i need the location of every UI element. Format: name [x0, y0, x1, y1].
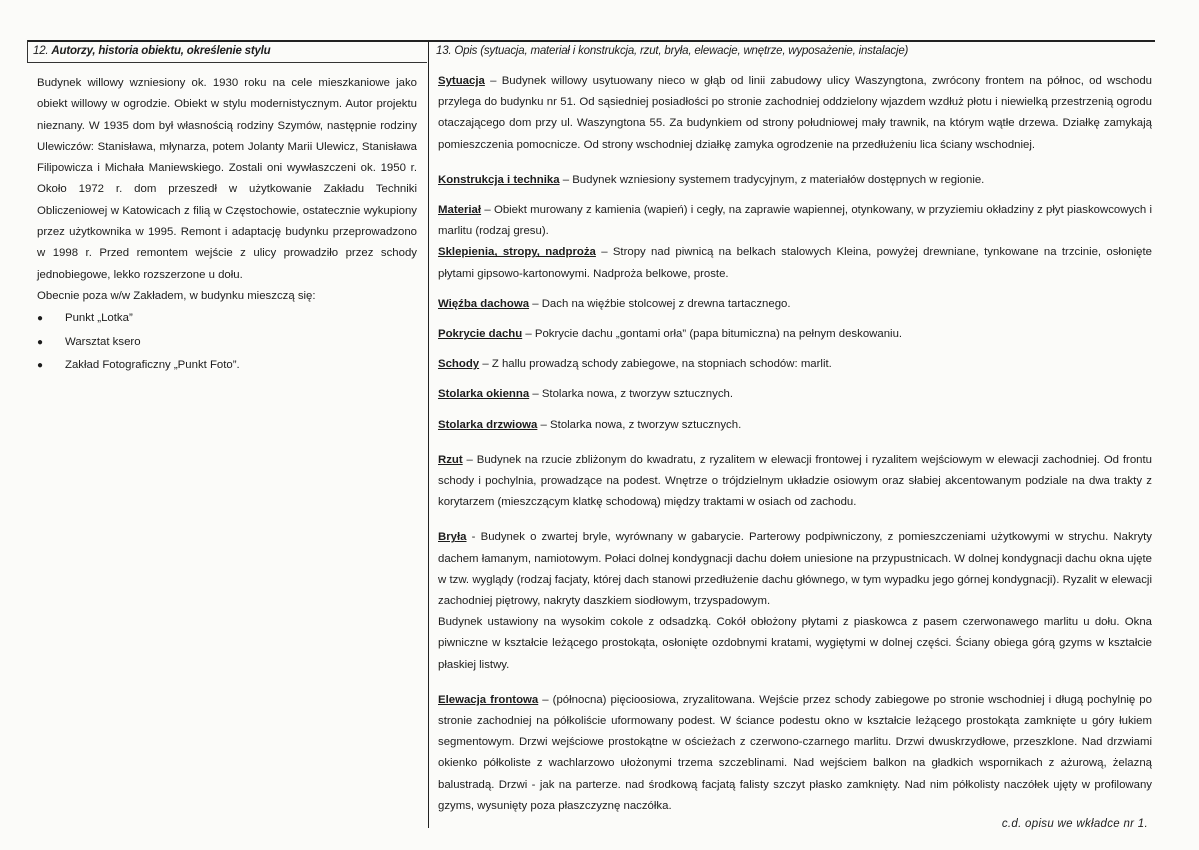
current-use-intro: Obecnie poza w/w Zakładem, w budynku mieszczą się:: [37, 289, 316, 302]
section-text: – Obiekt murowany z kamienia (wapień) i cegły, na zaprawie wapiennej, otynkowany, w przyziemiu okładziny z płyt piaskowcowych i marlitu (rodzaj gresu).: [438, 204, 1152, 238]
section-material: [438, 200, 1152, 242]
right-section-header: [436, 45, 908, 57]
section-construction: [438, 170, 1152, 191]
section-term: Sklepienia, stropy, nadproża: [438, 246, 596, 259]
section-stairs: [438, 354, 1152, 375]
section-floor-plan: [438, 450, 1152, 514]
bullet-icon: ●: [37, 360, 44, 372]
section-text: Budynek ustawiony na wysokim cokole z odsadzką. Cokół obłożony płytami z piaskowca z pasem czerwonawego marlitu u dołu. Okna piwniczne w kształcie leżącego prostokąta, osłonięte ozdobnymi kratami, wygiętymi w dolnej części. Ściany obiega górą gzyms w kształcie płaskiej listwy.: [438, 616, 1152, 671]
section-massing: [438, 527, 1152, 612]
tenant-name: Warsztat ksero: [65, 335, 141, 348]
list-item: [37, 307, 417, 331]
section-term: Sytuacja: [438, 75, 485, 87]
continuation-note: c.d. opisu we wkładce nr 1.: [1001, 818, 1148, 830]
top-rule: [27, 40, 1155, 42]
tenant-name: Zakład Fotograficzny „Punkt Foto”.: [65, 359, 240, 372]
list-item: [37, 354, 417, 378]
history-column: [37, 73, 417, 378]
section-door-joinery: [438, 415, 1152, 436]
section-text: - Budynek o zwartej bryle, wyrównany w gabarycie. Parterowy podpiwniczony, z pomieszczeniami użytkowymi w strychu. Nakryty dachem łamanym, namiotowym. Połaci dolnej kondygnacji dachu dołem uniesione na przypustnicach. W dolnej kondygnacji dachu okna ujęte w tzw. wyglądy (rodzaj facjaty, której dach stanowi przedłużenie dachu głównego, w tym wypadku jego górnej kondygnacji). Ryzalit w elewacji zachodniej piętrowy, nakryty daszkiem siodłowym, trzyspadowym.: [438, 531, 1152, 608]
section-roofing: [438, 324, 1152, 345]
section-term: Schody: [438, 358, 480, 371]
section-roof-truss: [438, 294, 1152, 315]
column-divider: [428, 40, 429, 828]
description-column: [438, 71, 1152, 817]
section-text: – Stolarka nowa, z tworzyw sztucznych.: [529, 388, 734, 401]
section-massing-continued: [438, 612, 1152, 676]
section-text: – Dach na więźbie stolcowej z drewna tartacznego.: [529, 297, 791, 310]
left-header-edge: [27, 40, 28, 62]
history-paragraph: Budynek willowy wzniesiony ok. 1930 roku na cele mieszkaniowe jako obiekt willowy w ogrodzie. Obiekt w stylu modernistycznym. Autor projektu nieznany. W 1935 dom był własnością rodziny Szymów, następnie rodziny Ulewiczów: Stanisława, młynarza, potem Jolanty Marii Ulewicz, Stanisława Filipowicza i Michała Maniewskiego. Zostali oni wywłaszczeni ok. 1950 r. Około 1972 r. dom przeszedł w użytkowanie Zakładu Techniki Obliczeniowej w Katowicach z filią w Częstochowie, ostatecznie wykupiony przez użytkownika w 1995. Remont i adaptację budynku przeprowadzono w 1998 r. Przed remontem wejście z ulicy prowadziło przez schody jednobiegowe, lekko rozszerzone u dołu.: [37, 77, 417, 281]
section-term: Konstrukcja i technika: [438, 173, 560, 186]
section-window-joinery: [438, 384, 1152, 405]
section-term: Rzut: [438, 453, 463, 466]
section-term: Więźba dachowa: [438, 297, 530, 310]
section-term: Materiał: [438, 204, 482, 217]
left-section-title: Autorzy, historia obiektu, określenie stylu: [51, 45, 271, 57]
section-text: – Stolarka nowa, z tworzyw sztucznych.: [537, 418, 742, 431]
left-section-number: 12.: [33, 45, 49, 57]
bullet-icon: ●: [37, 313, 44, 325]
section-text: – Pokrycie dachu „gontami orła” (papa bitumiczna) na pełnym deskowaniu.: [522, 328, 903, 341]
section-text: – Budynek na rzucie zbliżonym do kwadratu, z ryzalitem w elewacji frontowej i ryzalitem wejściowym w elewacji zachodniej. Od frontu schody i pochylnia, prowadzące na podest. Wnętrze o trójdzielnym układzie osiowym oraz słabiej akcentowanym podziale na dwa trakty z korytarzem (mieszczącym klatkę schodową) między traktami w osiach od zachodu.: [438, 453, 1152, 509]
section-text: – Z hallu prowadzą schody zabiegowe, na stopniach schodów: marlit.: [479, 358, 832, 371]
section-text: – (północna) pięcioosiowa, zryzalitowana. Wejście przez schody zabiegowe po stronie wschodniej i długą pochylnię po stronie zachodniej na półkoliście uformowany podest. W ściance podestu okno w kształcie leżącego prostokąta zamknięte u góry łukiem segmentowym. Drzwi wejściowe prostokątne w ościeżach z czerwono-czarnego marlitu. Drzwi dwuskrzydłowe, przeszklone. Nad drzwiami okienko półkoliste z wachlarzowo ułożonymi trzema szczeblinami. Nad wejściem balkon na gładkich wspornikach z ażurową, żelazną balustradą. Drzwi - jak na parterze. nad środkową facjatą falisty szczyt płasko zamknięty. Nad nim półkolisty naczółek ujęty w profilowany gzyms, wysunięty poza płaszczyznę naczółka.: [438, 693, 1152, 812]
right-section-title: Opis (sytuacja, materiał i konstrukcja, rzut, bryła, elewacje, wnętrze, wyposażenie, instalacje): [454, 45, 909, 57]
section-text: – Stropy nad piwnicą na belkach stalowych Kleina, powyżej drewniane, tynkowane na trzcinie, osłonięte płytami gipsowo-kartonowymi. Nadproża belkowe, proste.: [438, 246, 1152, 280]
bullet-icon: ●: [37, 336, 44, 348]
section-term: Elewacja frontowa: [438, 693, 539, 706]
section-term: Stolarka drzwiowa: [438, 418, 538, 431]
section-term: Pokrycie dachu: [438, 328, 523, 341]
tenant-name: Punkt „Lotka”: [65, 312, 133, 325]
tenant-list: [37, 307, 417, 378]
left-section-header: [33, 45, 271, 57]
section-text: – Budynek wzniesiony systemem tradycyjnym, z materiałów dostępnych w regionie.: [559, 173, 985, 186]
section-text: – Budynek willowy usytuowany nieco w głąb od linii zabudowy ulicy Waszyngtona, zwrócony frontem na północ, od wschodu przylega do budynku nr 51. Od sąsiedniej posiadłości po stronie zachodniej oddzielony wjazdem wzdłuż płotu i niewielką przestrzenią ogrodu otaczającego dom przy ul. Waszyngtona 55. Za budynkiem od strony południowej mały trawnik, na którym wątłe drzewa. Działkę zamykają pomieszczenia pomocnicze. Od strony wschodniej działkę zamyka ogrodzenie na przedłużeniu lica ściany wschodniej.: [438, 75, 1152, 151]
section-front-elevation: [438, 690, 1152, 817]
section-situation: [438, 71, 1152, 156]
section-term: Bryła: [438, 531, 467, 544]
section-term: Stolarka okienna: [438, 388, 530, 401]
left-header-rule: [27, 62, 427, 63]
list-item: [37, 331, 417, 355]
section-ceilings: [438, 242, 1152, 284]
right-section-number: 13.: [436, 45, 452, 57]
